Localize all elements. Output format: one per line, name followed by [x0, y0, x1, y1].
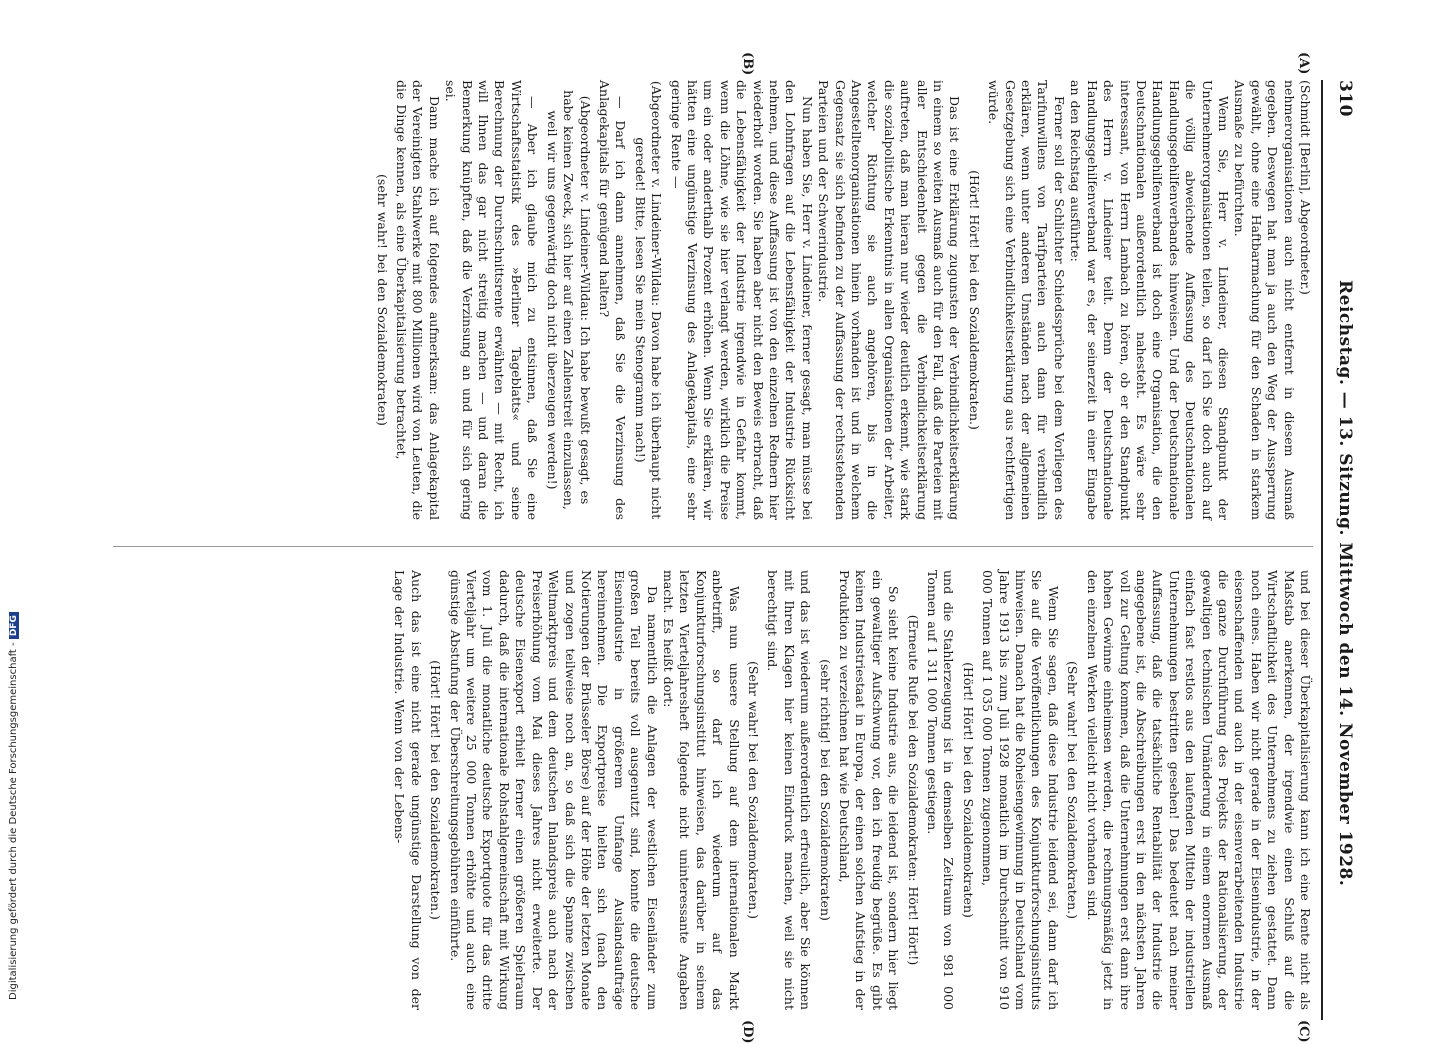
paragraph: (sehr richtig! bei den Sozialdemokraten) [817, 659, 833, 921]
paragraph: (Hört! Hört! bei den Sozialdemokraten) [960, 662, 976, 918]
paragraph: Was nun unsere Stellung auf dem internationalen Markt anbetrifft, so darf ich wiederum auf das Konjunkturforschungsinstitut hinweisen, das darüber in seinem letzten Vierteljahresheft folgende nicht uninteressante Angaben macht. Es heißt dort: [660, 570, 742, 1010]
paragraph: (Hört! Hört! bei den Sozialdemokraten.) [966, 170, 982, 430]
right-text-column [391, 570, 1313, 1010]
paragraph: (Hört! Hört! bei den Sozialdemokraten.) [428, 660, 444, 920]
paragraph: — Aber ich glaube mich zu entsinnen, daß Sie eine Wirtschaftsstatistik des »Berliner Tageblatts« und seine Berechnung der Durchschnittsrente erwähnten — mit Recht, ich will Ihnen das gar nicht streitig machen — und daran die Bemerkung knüpften, daß die Verzinsung an und für sich gering sei. [443, 80, 541, 520]
paragraph: (Abgeordneter v. Lindeiner-Wildau: Ich habe bewußt gesagt, es habe keinen Zweck, sich hier auf einen Zahlenstreit einzulassen, weil wir uns gegenwärtig doch nicht überzeugen werden!) [544, 90, 593, 510]
left-text-column [370, 80, 1313, 520]
paragraph: Ferner soll der Schlichter Schiedssprüche bei dem Vorliegen des Tarifunwillens von Tarifparteien auch dann für verbindlich erklären, wenn unter anderen Umständen nach der allgemeinen Gesetzgebung sich eine Verbindlichkeitserklärung aus rechtfertigen würde. [986, 80, 1067, 520]
paragraph: (Schmidt [Berlin], Abgeordneter.) [1298, 80, 1313, 295]
paragraph: Da namentlich die Anlagen der westlichen Eisenländer zum großen Teil bereits voll ausgenutzt sind, konnte die deutsche Eisenindustrie in größerem Umfange Auslandsaufträge hereinnehmen. Die Exportpreise hielten sich (nach den Notierungen der Brüsseler Börse) auf der Höhe der letzten Monate und zogen teilweise noch an, so daß sich die Spanne zwischen Weltmarktpreis und dem deutschen Inlandspreis auch nach der Preiserhöhung vom Mai dieses Jahres nicht erweiterte. Der deutsche Eisenexport erhielt ferner einen größeren Spielraum dadurch, daß die internationale Rohstahlgemeinschaft mit Wirkung vom 1. Juli die monatliche deutsche Exportquote für das dritte Vierteljahr um weitere 25 000 Tonnen erhöhte und auch eine günstige Abstufung der Überschreitungsgebühren einführte. [447, 570, 660, 1010]
digitization-credit [8, 608, 19, 1000]
paragraph: (Sehr wahr! bei den Sozialdemokraten.) [746, 660, 761, 920]
paragraph: So sieht keine Industrie aus, die leidend ist, sondern hier liegt ein gewaltiger Aufschwung vor, den ich freudig begrüße. Es gibt keinen Industriestaat in Europa, der einen solchen Aufstieg in der Produktion zu verzeichnen hat wie Deutschland, [837, 570, 902, 1010]
page-header [1325, 80, 1355, 1020]
page-title: Reichstag. — 13. Sitzung. Mittwoch den 14. November 1928. [1335, 280, 1355, 887]
paragraph: Nun haben Sie, Herr v. Lindeiner, ferner gesagt, man müsse bei den Lohnfragen auf die Lebensfähigkeit der Industrie Rücksicht nehmen, und diese Auffassung ist von den einzelnen Rednern hier wiederholt worden. Sie haben aber nicht den Beweis erbracht, daß die Lebensfähigkeit der Industrie irgendwie in Gefahr kommt, wenn die Löhne, wie sie hier verlangt werden, wirklich die Preise um ein oder anderthalb Prozent erhöhen. Wenn Sie erklären, wir hätten eine ungünstige Verzinsung des Anlagekapitals, eine sehr geringe Rente — [668, 80, 815, 520]
page-number: 310 [1335, 80, 1355, 117]
margin-marker-a: (A) [1296, 52, 1311, 75]
paragraph: (Abgeordneter v. Lindeiner-Wildau: Davon habe ich überhaupt nicht geredet! Bitte, lesen Sie mein Stenogramm nach!) [632, 80, 665, 520]
paragraph: Dann mache ich auf folgendes aufmerksam: das Anlagekapital der Vereinigten Stahlwerke mit 800 Millionen wird von Leuten, die die Dinge kennen, als eine Überkapitalisierung betrachtet, [394, 80, 442, 520]
paragraph: Auch das ist eine nicht gerade ungünstige Darstellung von der Lage der Industrie. Wenn von der Lebens- [392, 570, 424, 1010]
paragraph: nehmerorganisationen auch nicht entfernt in diesem Ausmaß gegeben. Deswegen hat man ja auch den Weg der Aussperrung gewählt, ohne eine Haftbarmachung für den Schaden in starkem Ausmaße zu befürchten. [1232, 80, 1297, 520]
paragraph: Wenn Sie sagen, daß diese Industrie leidend sei, dann darf ich Sie auf die Veröffentlichungen des Konjunkturforschungsinstituts hinweisen. Danach hat die Roheisengewinnung in Deutschland vom Jahre 1913 bis zum Juli 1928 monatlich im Durchschnitt von 910 000 Tonnen auf 1 035 000 Tonnen zugenommen, [980, 570, 1061, 1010]
paragraph: und bei dieser Überkapitalisierung kann ich eine Rente nicht als Maßstab anerkennen, der irgendwie einen Schluß auf die Wirtschaftlichkeit des Unternehmens zu ziehen gestattet. Dann noch eines. Haben wir nicht gerade in der Eisenindustrie, in der eisenschaffenden und auch in der eisenverarbeitenden Industrie die ganze Durchführung des Projekts der Rationalisierung, der gewaltigen technischen Umänderung in einem enormen Ausmaß einfach fast restlos aus den laufenden Mitteln der industriellen Unternehmungen bestritten gesehen! Das bedeutet nach meiner Auffassung, daß die tatsächliche Rentabilität der Industrie die angegebene ist, die Abschreibungen erst in den nächsten Jahren voll zur Geltung kommen, daß die Unternehmungen erst dann ihre hohen Gewinne einheimsen werden, die rechnungsmäßig jetzt in den einzelnen Werken vielleicht nicht vorhanden sind. [1084, 570, 1313, 1010]
paragraph: — Darf ich dann annehmen, daß Sie die Verzinsung des Anlagekapitals für genügend halten? [596, 80, 629, 520]
paragraph: und das ist wiederum außerordentlich erfreulich, aber Sie können mit Ihren Klagen hier keinen Eindruck machen, weil sie nicht berechtigt sind. [765, 570, 814, 1010]
column-divider [113, 546, 1313, 547]
dfg-logo: DFG [9, 612, 19, 639]
header-rule [1321, 80, 1323, 1020]
paragraph: (Sehr wahr! bei den Sozialdemokraten.) [1065, 660, 1081, 920]
paragraph: (Erneute Rufe bei den Sozialdemokraten: Hört! Hört!) [905, 614, 921, 966]
margin-marker-c: (C) [1296, 1020, 1311, 1043]
paragraph: (sehr wahr! bei den Sozialdemokraten) [374, 174, 390, 426]
paragraph: und die Stahlerzeugung ist in demselben Zeitraum von 981 000 Tonnen auf 1 311 000 Tonnen gestiegen. [925, 570, 957, 1010]
margin-marker-b: (B) [740, 52, 755, 76]
document-page [95, 52, 1355, 1044]
paragraph: Das ist eine Erklärung zugunsten der Verbindlichkeitserklärung in einem so weiten Ausmaß auch für den Fall, daß die Parteien mit aller Entschiedenheit gegen die Verbindlichkeitserklärung auftreten, daß man hieran nur wieder deutlich erkennt, wie stark die sozialpolitische Erkenntnis in allen Organisationen der Arbeiter, welcher Richtung sie auch angehören, bis in die Angestelltenorganisationen hinein vorhanden ist und in welchem Gegensatz sie sich befinden zu der Auffassung der rechtsstehenden Parteien und der Schwerindustrie. [816, 80, 963, 520]
margin-marker-d: (D) [740, 1020, 755, 1044]
credit-text: Digitalisierung gefördert durch die Deutsche Forschungsgemeinschaft - [8, 642, 19, 1000]
paragraph: Wenn Sie, Herr v. Lindeiner, diesen Standpunkt der Unternehmerorganisationen teilen, so darf ich Sie doch auch auf die völlig abweichende Auffassung des Deutschnationalen Handlungsgehilfenverbandes hinweisen. Und der Deutschnationale Handlungsgehilfenverband ist doch eine Organisation, die den Deutschnationalen außerordentlich nahesteht. Es wäre sehr interessant, von Herrn Lambach zu hören, ob er den Standpunkt des Herrn v. Lindeiner teilt. Denn der Deutschnationale Handlungsgehilfenverband war es, der seinerzeit in einer Eingabe an den Reichstag ausführte: [1068, 80, 1231, 520]
